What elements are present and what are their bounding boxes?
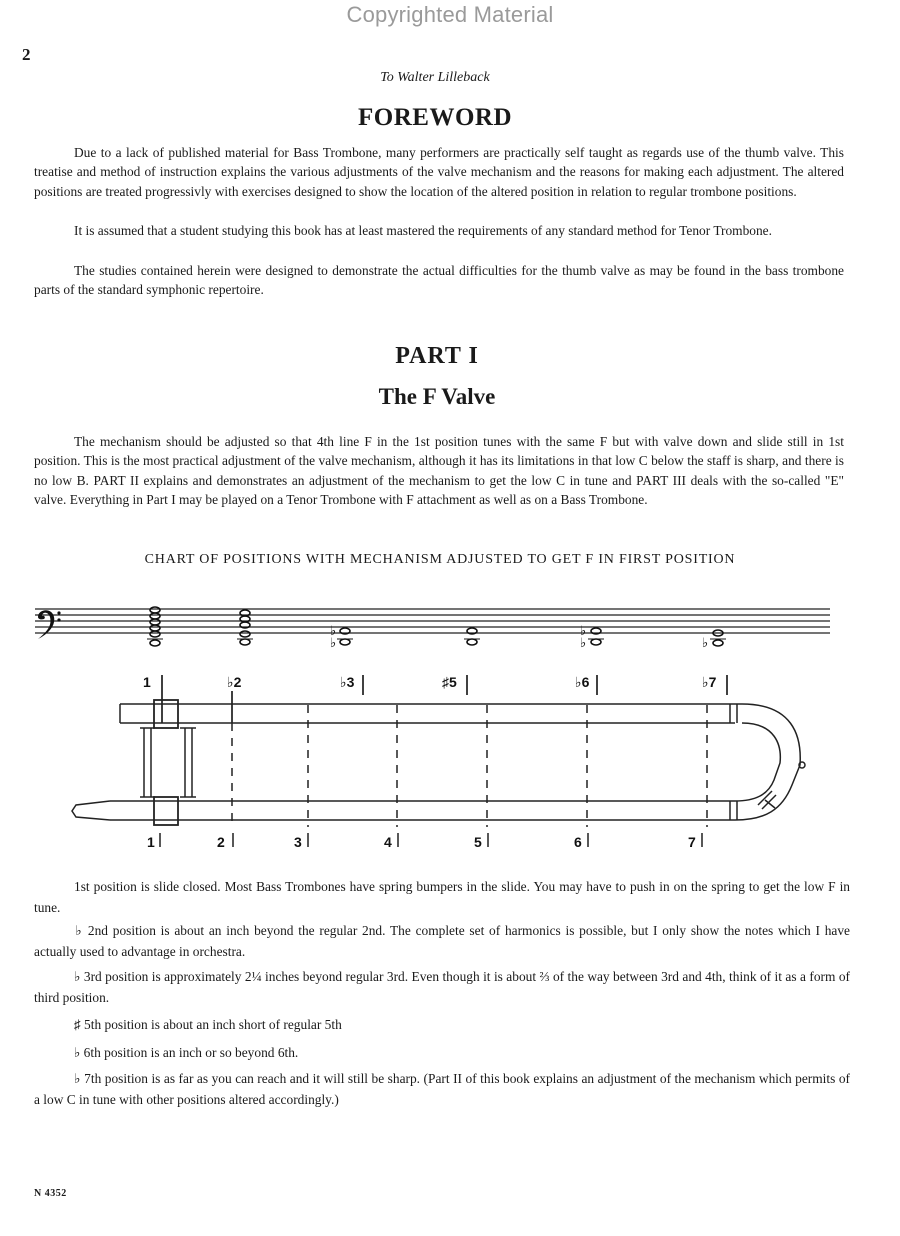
regular-label-4: 4 — [384, 834, 392, 850]
svg-text:♭: ♭ — [580, 636, 587, 651]
note-7th-position: ♭ 7th position is as far as you can reach and it will still be sharp. (Part II of this book explains an adjustment of the mechanism which permits of a low C in tune with other positions altered accordingly.) — [34, 1071, 850, 1107]
part-subheading: The F Valve — [378, 384, 496, 409]
altered-label-2: ♭2 — [227, 674, 242, 690]
regular-label-3: 3 — [294, 834, 302, 850]
note-5th-position: ♯ 5th position is about an inch short of regular 5th — [74, 1017, 342, 1032]
altered-label-1: 1 — [143, 674, 151, 690]
note-6th-position: ♭ 6th position is an inch or so beyond 6th. — [74, 1045, 299, 1060]
regular-label-7: 7 — [688, 834, 696, 850]
altered-label-3: ♭3 — [340, 674, 355, 690]
altered-label-6: ♭6 — [575, 674, 590, 690]
svg-text:♭: ♭ — [330, 624, 337, 639]
foreword-heading: FOREWORD — [358, 104, 512, 131]
foreword-paragraph-3: The studies contained herein were designed to demonstrate the actual difficulties for the thumb valve as may be found in the bass trombone parts of the standard symphonic repertoire. — [34, 263, 844, 298]
regular-label-5: 5 — [474, 834, 482, 850]
foreword-paragraph-2: It is assumed that a student studying this book has at least mastered the requirements of any standard method for Tenor Trombone. — [74, 223, 772, 238]
copyright-watermark: Copyrighted Material — [346, 2, 554, 27]
regular-label-2: 2 — [217, 834, 225, 850]
note-3rd-position: ♭ 3rd position is approximately 2¼ inches beyond regular 3rd. Even though it is about ⅔ of the way between 3rd and 4th, think of it as a form of third position. — [34, 969, 850, 1005]
regular-label-1: 1 — [147, 834, 155, 850]
note-1st-position: 1st position is slide closed. Most Bass Trombones have spring bumpers in the slide. You may have to push in on the spring to get the low F in tune. — [34, 879, 850, 915]
trombone-slide-illustration — [72, 700, 805, 825]
trombone-position-diagram — [30, 595, 830, 860]
altered-position-labels — [143, 674, 717, 690]
note-2nd-position: ♭ 2nd position is about an inch beyond the regular 2nd. The complete set of harmonics is possible, but I only show the notes which I have actually used to advantage in orchestra. — [34, 923, 850, 959]
svg-text:♭: ♭ — [330, 636, 337, 651]
staff-accidentals — [330, 624, 708, 651]
foreword-paragraph-1: Due to a lack of published material for Bass Trombone, many performers are practically self taught as regards use of the thumb valve. This treatise and method of instruction explains the various adjustments of the valve mechanism and the reasons for making each adjustment. The altered positions are treated progressivly with exercises designed to show the location of the altered position in relation to regular trombone positions. — [34, 145, 844, 199]
svg-text:♭: ♭ — [580, 624, 587, 639]
chart-title: CHART OF POSITIONS WITH MECHANISM ADJUSTED TO GET F IN FIRST POSITION — [144, 552, 736, 567]
regular-label-6: 6 — [574, 834, 582, 850]
altered-label-7: ♭7 — [702, 674, 717, 690]
regular-position-labels — [147, 834, 696, 850]
part-heading: PART I — [395, 343, 479, 369]
altered-label-5: ♯5 — [442, 674, 457, 690]
svg-text:♭: ♭ — [702, 636, 709, 651]
page-number: 2 — [22, 45, 31, 64]
regular-position-ticks — [160, 833, 702, 847]
catalog-code: N 4352 — [34, 1188, 67, 1199]
part-intro-paragraph: The mechanism should be adjusted so that 4th line F in the 1st position tunes with the same F but with valve down and slide still in 1st position. This is the most practical adjustment of the valve mechanism, although it has its limitations in that low C below the staff is sharp, and there is no low B. PART II explains and demonstrates an adjustment of the mechanism to get the low C in tune and PART III deals with the so-called "E" valve. Everything in Part I may be played on a Tenor Trombone with F attachment as well as on a Bass Trombone. — [34, 434, 844, 508]
dedication: To Walter Lilleback — [380, 70, 490, 85]
